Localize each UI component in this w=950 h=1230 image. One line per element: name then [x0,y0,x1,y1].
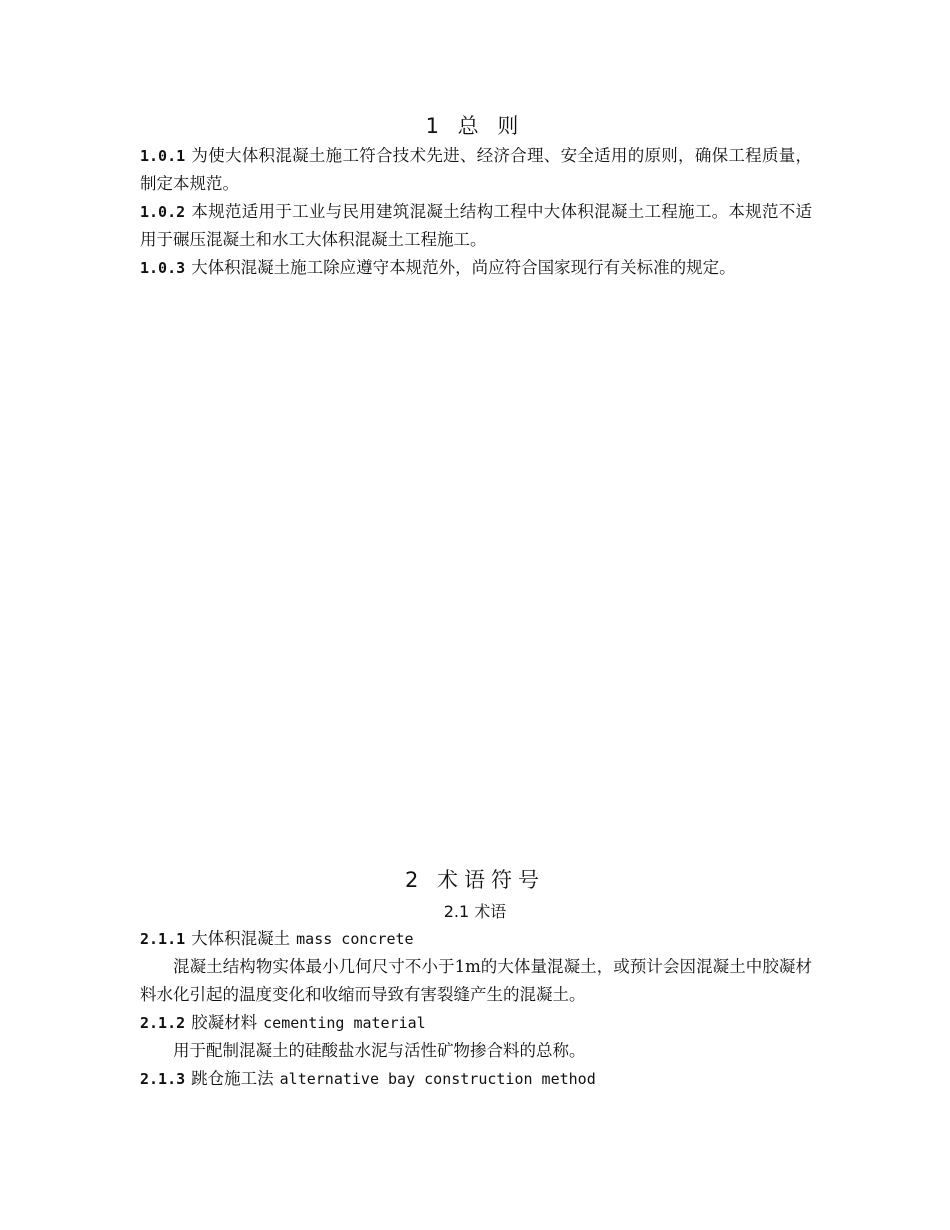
chapter-1-title: 1 总 则 [425,114,525,138]
section-2-1-title: 2.1 术语 [443,902,507,921]
term-number: 2.1.3 [140,1070,186,1088]
clause-number: 1.0.1 [140,147,186,165]
clause-1-0-1 [140,142,812,198]
clause-1-0-3 [140,254,812,282]
term-number: 2.1.1 [140,930,186,948]
clause-text: 本规范适用于工业与民用建筑混凝土结构工程中大体积混凝土工程施工。本规范不适用于碾压混凝土和水工大体积混凝土工程施工。 [140,202,812,249]
chapter-2-title: 2 术语符号 [404,868,546,892]
term-number: 2.1.2 [140,1014,186,1032]
term-zh: 大体积混凝土 [191,929,291,948]
term-zh: 胶凝材料 [191,1013,258,1032]
term-2-1-2-heading [140,1009,812,1037]
clause-1-0-2 [140,198,812,254]
term-2-1-3-heading [140,1065,812,1093]
term-en: cementing material [263,1014,426,1032]
clause-text: 为使大体积混凝土施工符合技术先进、经济合理、安全适用的原则，确保工程质量，制定本规范。 [140,146,812,193]
clause-number: 1.0.2 [140,203,186,221]
term-2-1-1-definition: 混凝土结构物实体最小几何尺寸不小于1m的大体量混凝土，或预计会因混凝土中胶凝材料水化引起的温度变化和收缩而导致有害裂缝产生的混凝土。 [140,957,812,1004]
term-zh: 跳仓施工法 [191,1069,274,1088]
term-2-1-2-definition: 用于配制混凝土的硅酸盐水泥与活性矿物掺合料的总称。 [173,1041,586,1060]
term-en: alternative bay construction method [279,1070,596,1088]
term-2-1-1-heading [140,925,812,953]
clause-number: 1.0.3 [140,259,186,277]
term-en: mass concrete [296,930,414,948]
clause-text: 大体积混凝土施工除应遵守本规范外，尚应符合国家现行有关标准的规定。 [191,258,736,277]
